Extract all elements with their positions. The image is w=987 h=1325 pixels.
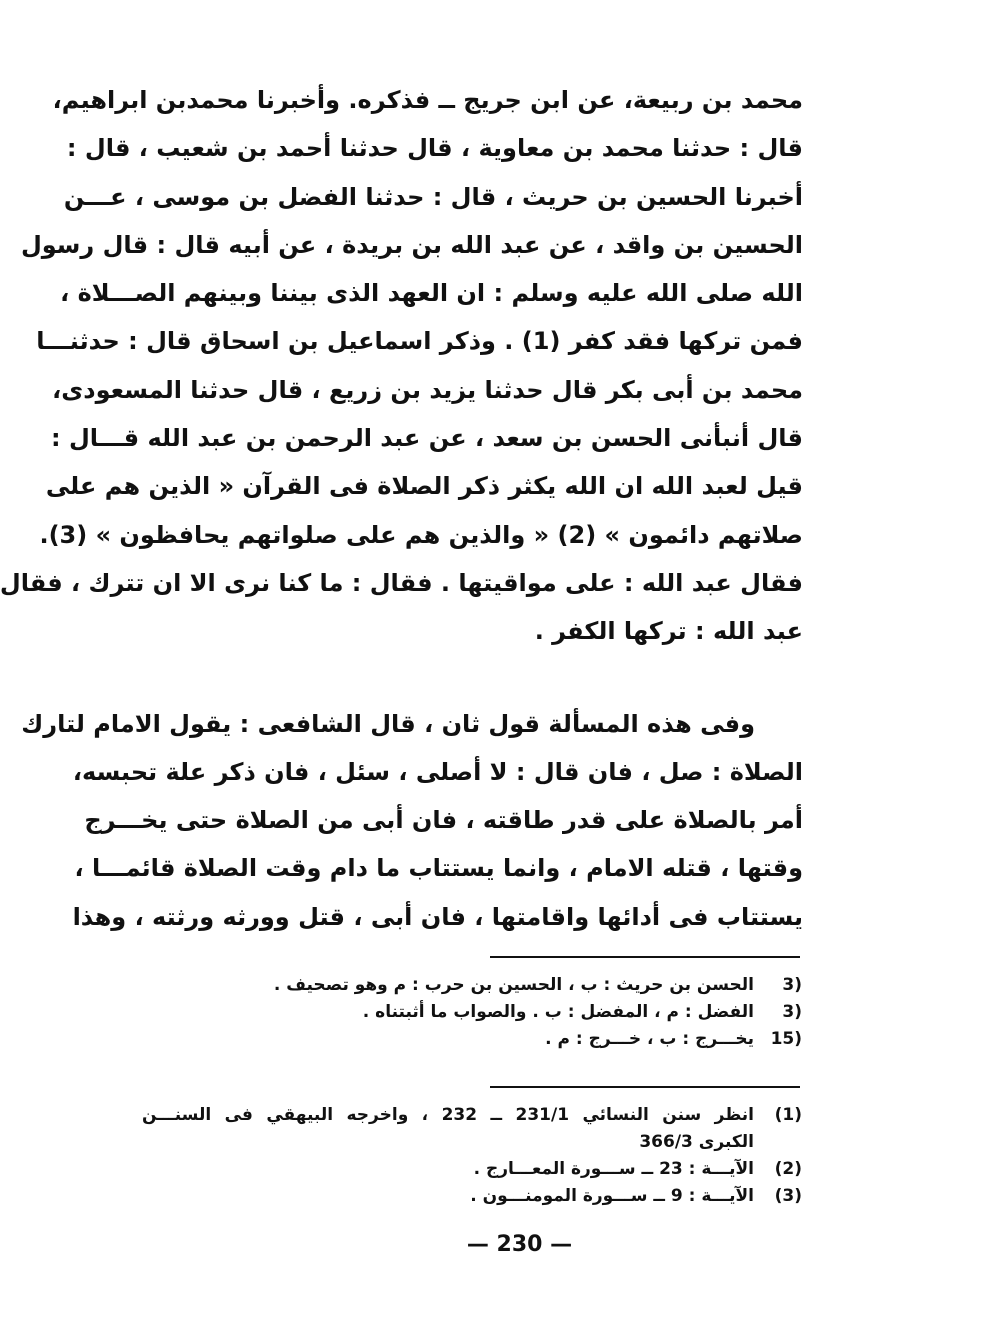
text-line: وفى هذه المسألة قول ثان ، قال الشافعى : يقول الامام لتارك [21, 709, 755, 738]
note-number: 3) [782, 1002, 802, 1022]
note-text: الآيـــة : 9 ــ ســـورة المومنـــون . [470, 1186, 754, 1206]
text-line: فقال عبد الله : على مواقيتها . فقال : ما كنا نرى الا ان تترك ، فقال [0, 568, 803, 597]
text-line: الله صلى الله عليه وسلم : ان العهد الذى بيننا وبينهم الصـــلاة ، [60, 279, 803, 308]
paragraph-1 [0, 76, 803, 656]
note-text: الفضل : م ، المفضل : ب . والصواب ما أثبتناه . [362, 1002, 754, 1022]
text-line: عبد الله : تركها الكفر . [534, 617, 803, 646]
footnote-continuation: الكبرى 366/3 [639, 1132, 754, 1152]
note-text: الآيـــة : 23 ــ ســـورة المعـــارج . [473, 1159, 754, 1179]
footnotes [142, 1102, 802, 1210]
main-text [0, 76, 803, 941]
text-line: فمن تركها فقد كفر (1) . وذكر اسماعيل بن اسحاق قال : حدثنـــا [36, 327, 803, 356]
text-line: قال أنبأنى الحسن بن سعد ، عن عبد الرحمن بن عبد الله قـــال : [50, 424, 803, 453]
note-number: (1) [774, 1105, 802, 1125]
footnote-divider [490, 1086, 800, 1088]
footnote [142, 1156, 802, 1183]
text-line: وقتها ، قتله الامام ، وانما يستتاب ما دام وقت الصلاة قائمـــا ، [74, 854, 803, 883]
variant-note [202, 999, 802, 1026]
note-text: الحسن بن حريث : ب ، الحسين بن حرب : م وهو تصحيف . [273, 975, 754, 995]
text-line: الصلاة : صل ، فان قال : لا أصلى ، سئل ، فان ذكر علة تحبسه، [72, 757, 803, 786]
text-line: أخبرنا الحسين بن حريث ، قال : حدثنا الفضل بن موسى ، عـــن [63, 182, 803, 211]
page-number: — 230 — [466, 1232, 573, 1257]
note-number: 15) [770, 1029, 802, 1049]
footnote [142, 1183, 802, 1210]
note-number: (2) [774, 1159, 802, 1179]
variant-note [202, 1026, 802, 1053]
note-text: يخـــرج : ب ، خـــرج : م . [545, 1029, 754, 1049]
footnote-divider [490, 956, 800, 958]
text-line: قال : حدثنا محمد بن معاوية ، قال حدثنا أحمد بن شعيب ، قال : [66, 134, 803, 163]
note-number: 3) [782, 975, 802, 995]
variant-notes [202, 972, 802, 1053]
text-line: صلاتهم دائمون » (2) « والذين هم على صلواتهم يحافظون » (3). [39, 520, 803, 549]
variant-note [202, 972, 802, 999]
text-line: الحسين بن واقد ، عن عبد الله بن بريدة ، عن أبيه قال : قال رسول [20, 230, 803, 259]
text-line: قيل لعبد الله ان الله يكثر ذكر الصلاة فى القرآن « الذين هم على [45, 472, 803, 501]
text-line: يستتاب فى أدائها واقامتها ، فان أبى ، قتل وورثه ورثته ، وهذا [72, 902, 803, 931]
note-text: انظر سنن النسائي 231/1 ــ 232 ، واخرجه البيهقي فى السنـــن [142, 1105, 754, 1125]
text-line: محمد بن ربيعة، عن ابن جريج ــ فذكره. وأخبرنا محمدبن ابراهيم، [52, 86, 803, 114]
paragraph-gap [148, 656, 803, 700]
text-line: أمر بالصلاة على قدر طاقته ، فان أبى من الصلاة حتى يخـــرج [84, 806, 803, 835]
text-line: محمد بن أبى بكر قال حدثنا يزيد بن زريع ، قال حدثنا المسعودى، [52, 375, 803, 404]
paragraph-2 [21, 700, 803, 941]
footnote [142, 1102, 802, 1129]
note-number: (3) [774, 1186, 802, 1206]
